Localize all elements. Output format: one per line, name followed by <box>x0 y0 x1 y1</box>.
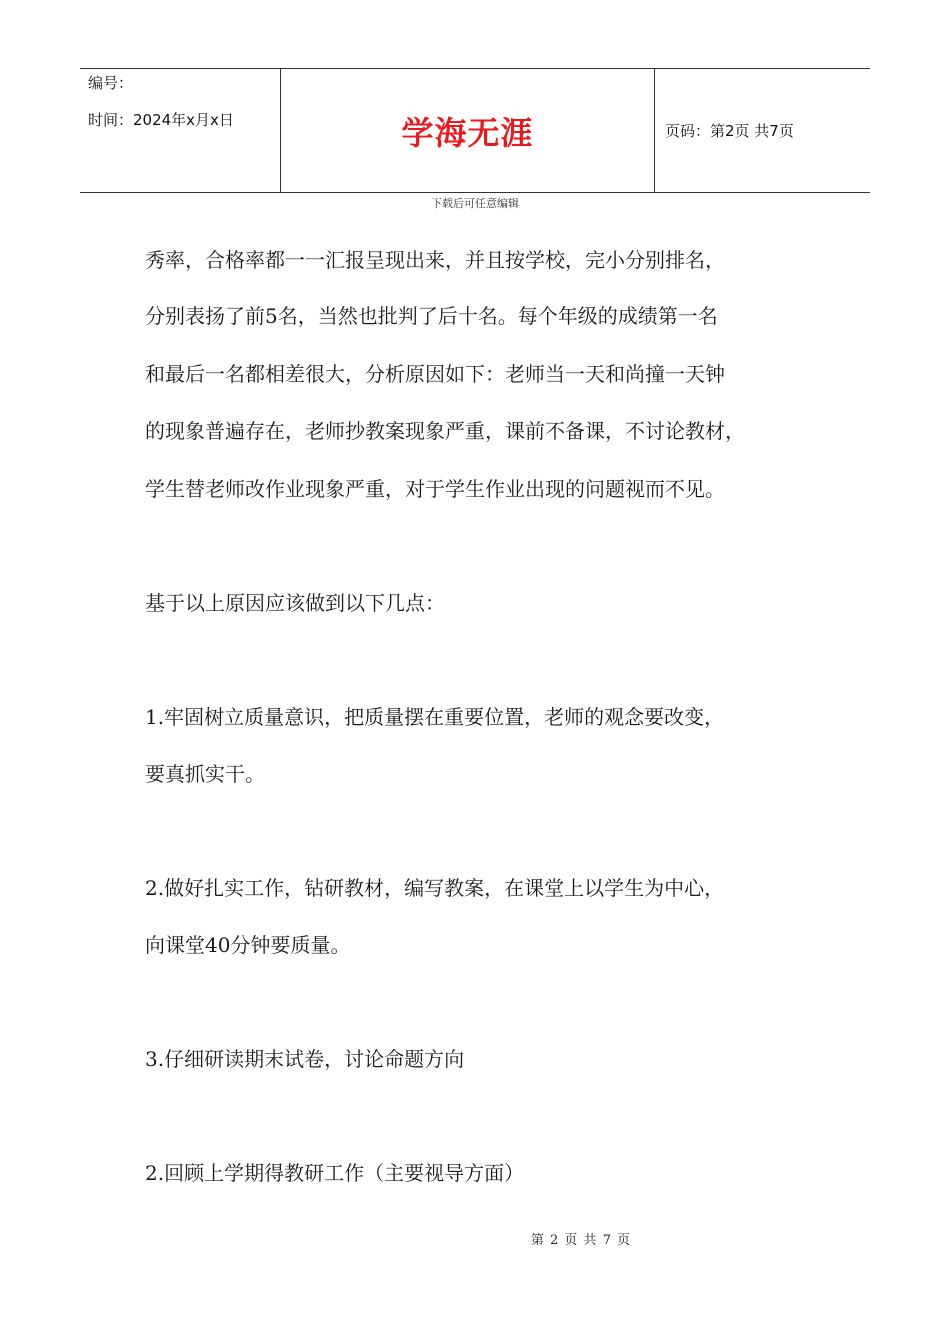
paragraph-line: 1.牢固树立质量意识，把质量摆在重要位置，老师的观念要改变， <box>145 705 725 729</box>
header-right-cell <box>655 69 870 192</box>
paragraph-line: 学生替老师改作业现象严重，对于学生作业出现的问题视而不见。 <box>145 477 725 501</box>
paragraph-line: 秀率，合格率都一一汇报呈现出来，并且按学校，完小分别排名， <box>145 248 725 272</box>
paragraph-line: 向课堂40分钟要质量。 <box>145 933 351 957</box>
paragraph-line: 和最后一名都相差很大，分析原因如下：老师当一天和尚撞一天钟 <box>145 362 725 386</box>
doc-number-label: 编号： <box>88 74 134 92</box>
paragraph-line: 3.仔细研读期末试卷，讨论命题方向 <box>145 1047 465 1071</box>
page-footer <box>0 1229 950 1248</box>
header-mid-cell <box>281 69 655 192</box>
paragraph-line: 2.做好扎实工作，钻研教材，编写教案，在课堂上以学生为中心， <box>145 876 725 900</box>
paragraph-line: 2.回顾上学期得教研工作（主要视导方面） <box>145 1161 525 1185</box>
paragraph-line: 的现象普遍存在，老师抄教案现象严重，课前不备课，不讨论教材， <box>145 419 745 443</box>
paragraph-line: 要真抓实干。 <box>145 762 265 786</box>
footer-page-number: 第 2 页 共 7 页 <box>530 1233 632 1248</box>
page-info-label: 页码：第2页 共7页 <box>665 122 794 140</box>
download-note: 下载后可任意编辑 <box>431 197 519 210</box>
header-left-cell <box>80 69 281 192</box>
paragraph-line: 分别表扬了前5名，当然也批判了后十名。每个年级的成绩第一名 <box>145 304 718 328</box>
paragraph-line: 基于以上原因应该做到以下几点： <box>145 591 445 615</box>
doc-time-label: 时间：2024年x月x日 <box>88 111 234 129</box>
brand-title: 学海无涯 <box>401 113 534 152</box>
header-table <box>80 68 870 193</box>
